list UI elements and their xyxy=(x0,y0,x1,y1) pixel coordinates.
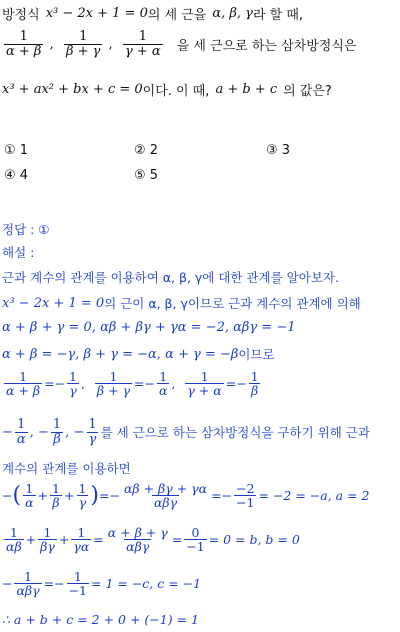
question-text: 을 세 근으로 하는 삼차방정식은 xyxy=(176,38,357,54)
question-text: 이다. 이 때, xyxy=(142,84,210,99)
answer-label: 정답 : ① xyxy=(2,222,50,237)
explanation-line: − $\frac{1}{\alpha}$ , − $\frac{1}{\beta}$ , − $\frac{1}{\gamma}$ 를 세 근으로 하는 삼차방정식을 구하기 위해 근과 xyxy=(2,417,370,447)
choice-1[interactable]: ① 1 xyxy=(4,143,29,158)
question-text: 라 할 때, xyxy=(252,8,304,23)
explanation-line: x³ − 2x + 1 = 0 의 근이 α, β, γ이므로 근과 계수의 관계에 의해 xyxy=(2,295,361,311)
question-line-1 xyxy=(2,4,303,23)
question-text: 방정식 xyxy=(2,8,40,23)
equation: x³ − 2x + 1 = 0 xyxy=(45,6,148,21)
question-text: 의 값은? xyxy=(283,84,332,99)
explanation-equation: − $\frac{1}{\text{αβγ}}$ =− $\frac{1}{-1}$ = 1 = −c, c = −1 xyxy=(2,569,202,599)
explanation-line: α + β + γ = 0, αβ + βγ + γα = −2, αβγ = −1 xyxy=(2,320,296,335)
equation: x³ + ax² + bx + c = 0 xyxy=(2,82,143,97)
fraction: $\frac{1}{\gamma + \alpha}$ xyxy=(124,29,161,59)
explanation-line: 근과 계수의 관계를 이용하여 α, β, γ에 대한 관계를 알아보자. xyxy=(2,270,339,285)
choice-3[interactable]: ③ 3 xyxy=(266,143,291,158)
choice-2[interactable]: ② 2 xyxy=(134,143,159,158)
explanation-conclusion: ∴ a + b + c = 2 + 0 + (−1) = 1 xyxy=(2,612,199,627)
sum-expression: a + b + c xyxy=(215,82,278,97)
choice-5[interactable]: ⑤ 5 xyxy=(134,168,159,183)
explanation-line: 계수의 관계를 이용하면 xyxy=(2,461,131,476)
choice-4[interactable]: ④ 4 xyxy=(4,168,29,183)
explanation-equation: − ( $\frac{1}{\alpha}$ + $\frac{1}{\beta}$ + $\frac{1}{\gamma}$ ) =− $\frac{\alpha\beta + \beta\gamma + \gamma\alpha}{\text{αβγ}}$ =− $\frac{-2}{-1}$ = −2 = −a, a = 2 xyxy=(2,481,370,511)
explanation-equation: $\frac{1}{\alpha\beta}$ + $\frac{1}{\beta\gamma}$ + $\frac{1}{\gamma\alpha}$ = $\frac{\alpha + \beta + \gamma}{\text{αβγ}}$ = $\frac{0}{-1}$ = 0 = b, b = 0 xyxy=(6,525,300,555)
fraction: $\frac{1}{\beta + \gamma}$ xyxy=(65,29,101,59)
question-line-3 xyxy=(2,80,332,99)
explanation-line: α + β = −γ, β + γ = −α, α + γ = −β 이므로 xyxy=(2,346,275,362)
fraction: $\frac{1}{\alpha + \beta}$ xyxy=(6,29,42,59)
question-text: 의 세 근을 xyxy=(147,8,207,23)
explanation-fractions: $\frac{1}{\alpha + \beta}$ =− $\frac{1}{\gamma}$ , $\frac{1}{\beta + \gamma}$ =− $\frac{1}{\alpha}$ , $\frac{1}{\gamma + \alpha}$ =− $\frac{1}{\beta}$ xyxy=(6,369,259,399)
roots: α, β, γ xyxy=(212,6,253,21)
explanation-label: 해설 : xyxy=(2,245,35,260)
question-line-2: $\frac{1}{\alpha + \beta}$ , $\frac{1}{\beta + \gamma}$ , $\frac{1}{\gamma + \alpha}$ 을 세 근으로 하는 삼차방정식은 xyxy=(6,29,357,59)
